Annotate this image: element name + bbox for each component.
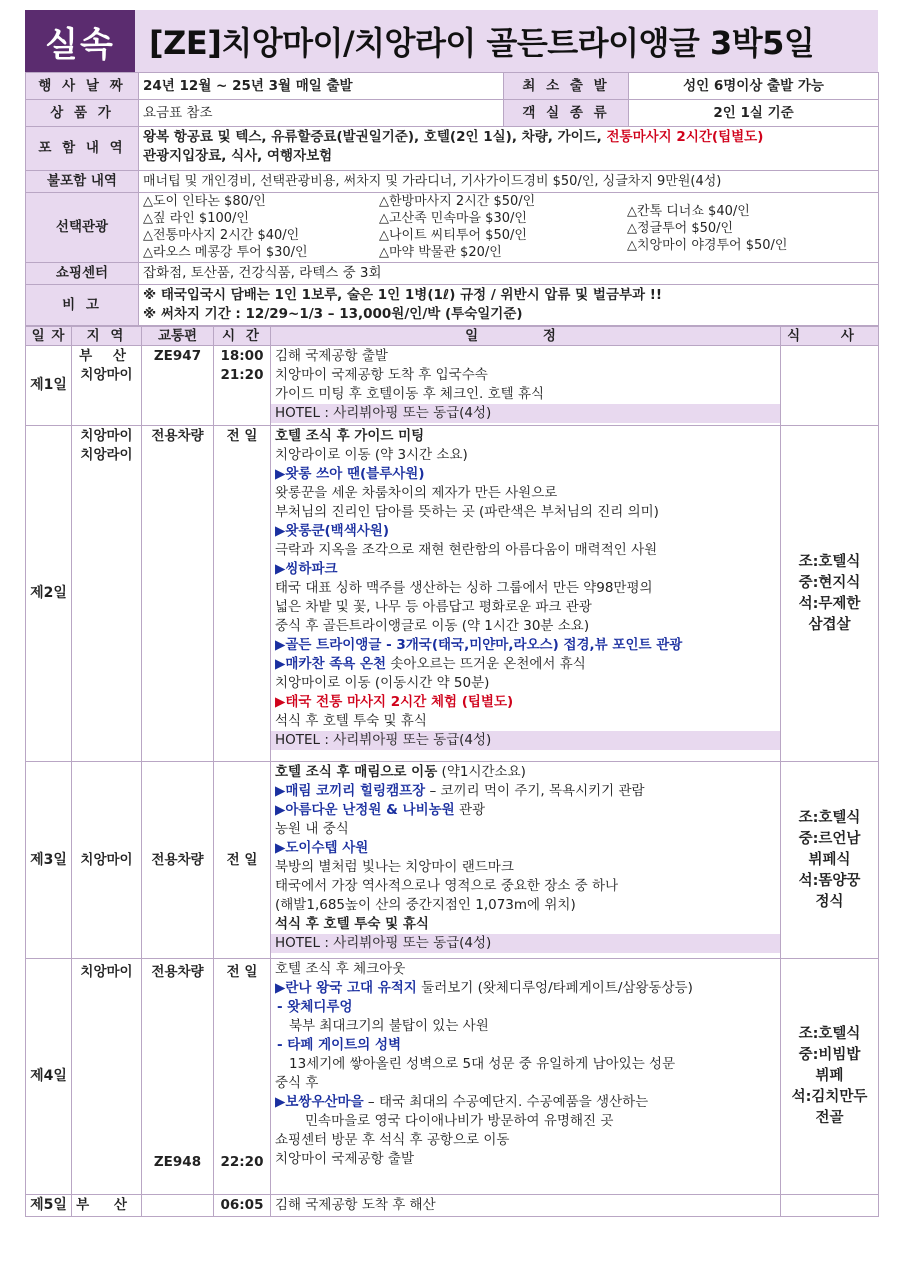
attraction-title: ▶매림 코끼리 힐링캠프장 [275,783,426,799]
day-time [214,346,271,426]
shopping-label: 쇼핑센터 [26,263,139,285]
transport-vehicle: 전용차량 [151,964,204,980]
notes-value [139,285,879,326]
day-label: 제3일 [26,762,72,959]
region-to: 치앙라이 [80,447,133,463]
title-bar [25,10,878,72]
meal-lunch-detail: 뷔페식 [808,851,851,868]
info-table [25,72,879,326]
day-row [26,762,879,959]
itinerary-line: 치앙라이로 이동 (약 3시간 소요) [275,447,468,463]
meal-dinner-detail: 정식 [815,893,844,910]
attraction-title: ▶아름다운 난정원 & 나비농원 [275,802,455,818]
day-label: 제2일 [26,426,72,762]
itinerary-line: 부처님의 진리인 담아를 뜻하는 곳 (파란색은 부처님의 진리 의미) [275,504,659,520]
attraction-title: ▶란나 왕국 고대 유적지 [275,980,417,996]
excluded-label: 불포함 내역 [26,171,139,193]
optional-tours [139,193,879,263]
included-text-a: 왕복 항공료 및 텍스, 유류할증료(발권일기준), 호텔(2인 1실), 차량, 가이드, [143,129,607,145]
attraction-desc: 관광 [454,802,486,818]
day-itinerary [271,346,781,426]
attraction-title: ▶매카찬 족욕 온천 [275,656,387,672]
excluded-value: 매너팁 및 개인경비, 선택관광비용, 써차지 및 가라디너, 기사가이드경비 $50/인, 싱글차지 9만원(4성) [139,171,879,193]
itinerary-line [275,763,776,782]
day-region: 치앙마이 [72,762,142,959]
attraction-title: ▶보쌍우산마을 [275,1094,364,1110]
itinerary-line: 치앙마이 국제공항 도착 후 입국수속 [275,367,488,383]
attraction-desc: 솟아오르는 뜨거운 온천에서 휴식 [386,656,586,672]
itinerary-line: 13세기에 쌓아올린 성벽으로 5대 성문 중 유일하게 남아있는 성문 [289,1056,676,1072]
day-itinerary: 김해 국제공항 도착 후 해산 [271,1195,781,1217]
day-transport: ZE947 [142,346,214,426]
header-day: 일 자 [26,327,72,346]
day-itinerary [271,959,781,1195]
attraction-subtitle: - 왓체디루엉 [277,999,353,1015]
day-region [72,426,142,762]
day-transport [142,1195,214,1217]
included-value [139,127,879,171]
meal-breakfast: 조:호텔식 [798,809,861,826]
header-region: 지 역 [72,327,142,346]
region-departure: 부 산 [79,348,134,364]
attraction-title: ▶왓롱 쓰아 땐(블루사원) [275,466,425,482]
itinerary-line: 태국 대표 싱하 맥주를 생산하는 싱하 그룹에서 만든 약98만평의 [275,580,653,596]
attraction-subtitle: - 타페 게이트의 성벽 [277,1037,402,1053]
itinerary-line: 북방의 별처럼 빛나는 치앙마이 랜드마크 [275,859,514,875]
day-label: 제5일 [26,1195,72,1217]
itinerary-line: 석식 후 호텔 투숙 및 휴식 [275,713,427,729]
min-departure-label: 최 소 출 발 [504,73,629,100]
note-surcharge: ※ 써차지 기간 : 12/29~1/3 – 13,000원/인/박 (투숙일기준) [143,306,523,322]
region-from: 치앙마이 [80,428,133,444]
product-title: [ZE]치앙마이/치앙라이 골든트라이앵글 3박5일 [135,10,878,72]
itinerary-line: 태국에서 가장 역사적으로나 영적으로 중요한 장소 중 하나 [275,878,619,894]
period-value: 24년 12월 ~ 25년 3월 매일 출발 [139,73,504,100]
included-label: 포 함 내 역 [26,127,139,171]
optional-tours-col2 [379,193,627,261]
itinerary-line: 극락과 지옥을 조각으로 재현 현란함의 아름다움이 매력적인 사원 [275,542,658,558]
option-item: △전통마사지 2시간 $40/인 [143,228,300,243]
day-row [26,1195,879,1217]
min-departure-value: 성인 6명이상 출발 가능 [629,73,879,100]
day-meal [781,1195,879,1217]
itinerary-line [275,979,776,998]
meal-lunch: 중:르언남 [798,830,861,847]
itinerary-line: 김해 국제공항 출발 [275,348,388,364]
attraction-desc: – 코끼리 먹이 주기, 목욕시키기 관람 [425,783,645,799]
meal-lunch: 중:현지식 [798,574,861,591]
option-item: △정글투어 $50/인 [627,221,734,236]
meal-dinner: 석:무제한 [798,595,861,612]
meal-lunch: 중:비빔밥 [798,1047,861,1063]
itinerary-line: 농원 내 중식 [275,821,349,837]
hotel-info: HOTEL : 사리뷔아핑 또는 동급(4성) [271,404,780,423]
attraction-title: ▶씽하파크 [275,561,338,577]
day-transport: 전용차량 [142,426,214,762]
day-meal [781,426,879,762]
notes-label: 비 고 [26,285,139,326]
optional-tours-col1 [143,193,379,261]
price-value: 요금표 참조 [139,100,504,127]
attraction-title: ▶왓롱쿤(백색사원) [275,523,390,539]
meal-breakfast: 조:호텔식 [798,553,861,570]
price-label: 상 품 가 [26,100,139,127]
meal-dinner: 석:김치만두 [791,1089,868,1105]
option-item: △도이 인타논 $80/인 [143,194,266,209]
day-itinerary [271,762,781,959]
itinerary-line [275,801,776,820]
itinerary-line: 중식 후 골든트라이앵글로 이동 (약 1시간 30분 소요) [275,618,590,634]
itinerary-line [275,655,776,674]
hotel-info: HOTEL : 사리뷔아핑 또는 동급(4성) [271,731,780,750]
itinerary-line-note: (약1시간소요) [437,764,526,780]
day-time: 전 일 [214,762,271,959]
itinerary-document [25,10,878,1217]
option-item: △치앙마이 야경투어 $50/인 [627,238,788,253]
itinerary-line [275,782,776,801]
region-arrival: 치앙마이 [80,367,133,383]
meal-dinner-detail: 전골 [815,1110,844,1126]
product-badge: 실속 [25,10,135,72]
time-arrival: 21:20 [220,367,264,383]
itinerary-line: (해발1,685높이 산의 중간지점인 1,073m에 위치) [275,897,576,913]
day-transport: 전용차량 [142,762,214,959]
day-region: 부 산 [72,1195,142,1217]
itinerary-line: 치앙마이 국제공항 출발 [275,1151,414,1167]
option-item: △짚 라인 $100/인 [143,211,249,226]
itinerary-line: 호텔 조식 후 체크아웃 [275,961,406,977]
attraction-desc: – 태국 최대의 수공예단지. 수공예품을 생산하는 [363,1094,649,1110]
meal-lunch-detail: 뷔페 [815,1068,844,1084]
header-itinerary: 일 정 [271,327,781,346]
itinerary-line-main: 호텔 조식 후 매림으로 이동 [275,764,438,780]
day-row [26,959,879,1195]
header-time: 시 간 [214,327,271,346]
day-region: 치앙마이 [72,959,142,1195]
option-item: △나이트 씨티투어 $50/인 [379,228,527,243]
day-time: 06:05 [214,1195,271,1217]
option-item: △라오스 메콩강 투어 $30/인 [143,245,308,260]
day-time [214,959,271,1195]
itinerary-line: 쇼핑센터 방문 후 석식 후 공항으로 이동 [275,1132,510,1148]
itinerary-line: 중식 후 [275,1075,319,1091]
optional-tours-col3 [627,193,874,261]
day-time: 전 일 [214,426,271,762]
day-region [72,346,142,426]
hotel-info: HOTEL : 사리뷔아핑 또는 동급(4성) [271,934,780,953]
included-massage-highlight: 전통마사지 2시간(팁별도) [606,129,764,145]
itinerary-line: 치앙마이로 이동 (이동시간 약 50분) [275,675,490,691]
itinerary-line: 넓은 차밭 및 꽃, 나무 등 아름답고 평화로운 파크 관광 [275,599,592,615]
day-row [26,426,879,762]
day-label: 제4일 [26,959,72,1195]
option-item: △고산족 민속마을 $30/인 [379,211,527,226]
itinerary-line: 민속마을로 영국 다이애나비가 방문하여 유명해진 곳 [305,1113,614,1129]
meal-dinner-detail: 삼겹살 [808,616,851,633]
transport-flight: ZE948 [153,1154,202,1170]
itinerary-line: 석식 후 호텔 투숙 및 휴식 [275,916,429,932]
shopping-value: 잡화점, 토산품, 건강식품, 라텍스 중 3회 [139,263,879,285]
day-meal [781,959,879,1195]
attraction-title: ▶골든 트라이앵글 - 3개국(태국,미얀마,라오스) 접경,뷰 포인트 관광 [275,637,683,653]
day-meal [781,762,879,959]
itinerary-line [275,1093,776,1112]
day-transport [142,959,214,1195]
itinerary-line: 왓롱꾼을 세운 차룸차이의 제자가 만든 사원으로 [275,485,558,501]
attraction-desc: 둘러보기 (왓체디루엉/타페게이트/삼왕동상등) [416,980,693,996]
header-meal: 식 사 [781,327,879,346]
day-label: 제1일 [26,346,72,426]
massage-highlight: ▶태국 전통 마사지 2시간 체험 (팁별도) [275,694,514,710]
schedule-header [26,327,879,346]
day-itinerary [271,426,781,762]
attraction-title: ▶도이수텝 사원 [275,840,369,856]
room-type-value: 2인 1실 기준 [629,100,879,127]
day-meal [781,346,879,426]
day-row [26,346,879,426]
itinerary-line: 호텔 조식 후 가이드 미팅 [275,428,425,444]
itinerary-line: 가이드 미팅 후 호텔이동 후 체크인. 호텔 휴식 [275,386,545,402]
option-item: △칸톡 디너쇼 $40/인 [627,204,750,219]
time-flight: 22:20 [220,1154,264,1170]
note-tobacco: ※ 태국입국시 담배는 1인 1보루, 술은 1인 1병(1ℓ) 규정 / 위반시 압류 및 벌금부과 !! [143,287,663,303]
time-departure: 18:00 [220,348,264,364]
header-transport: 교통편 [142,327,214,346]
included-text-b: 관광지입장료, 식사, 여행자보험 [143,148,333,164]
time-allday: 전 일 [226,964,258,980]
option-item: △한방마사지 2시간 $50/인 [379,194,536,209]
schedule-table [25,326,879,1217]
meal-dinner: 석:똠양꿍 [798,872,861,889]
itinerary-line: 북부 최대크기의 불탑이 있는 사원 [289,1018,489,1034]
period-label: 행 사 날 짜 [26,73,139,100]
room-type-label: 객 실 종 류 [504,100,629,127]
meal-breakfast: 조:호텔식 [798,1026,861,1042]
option-item: △마약 박물관 $20/인 [379,245,502,260]
optional-tours-label: 선택관광 [26,193,139,263]
